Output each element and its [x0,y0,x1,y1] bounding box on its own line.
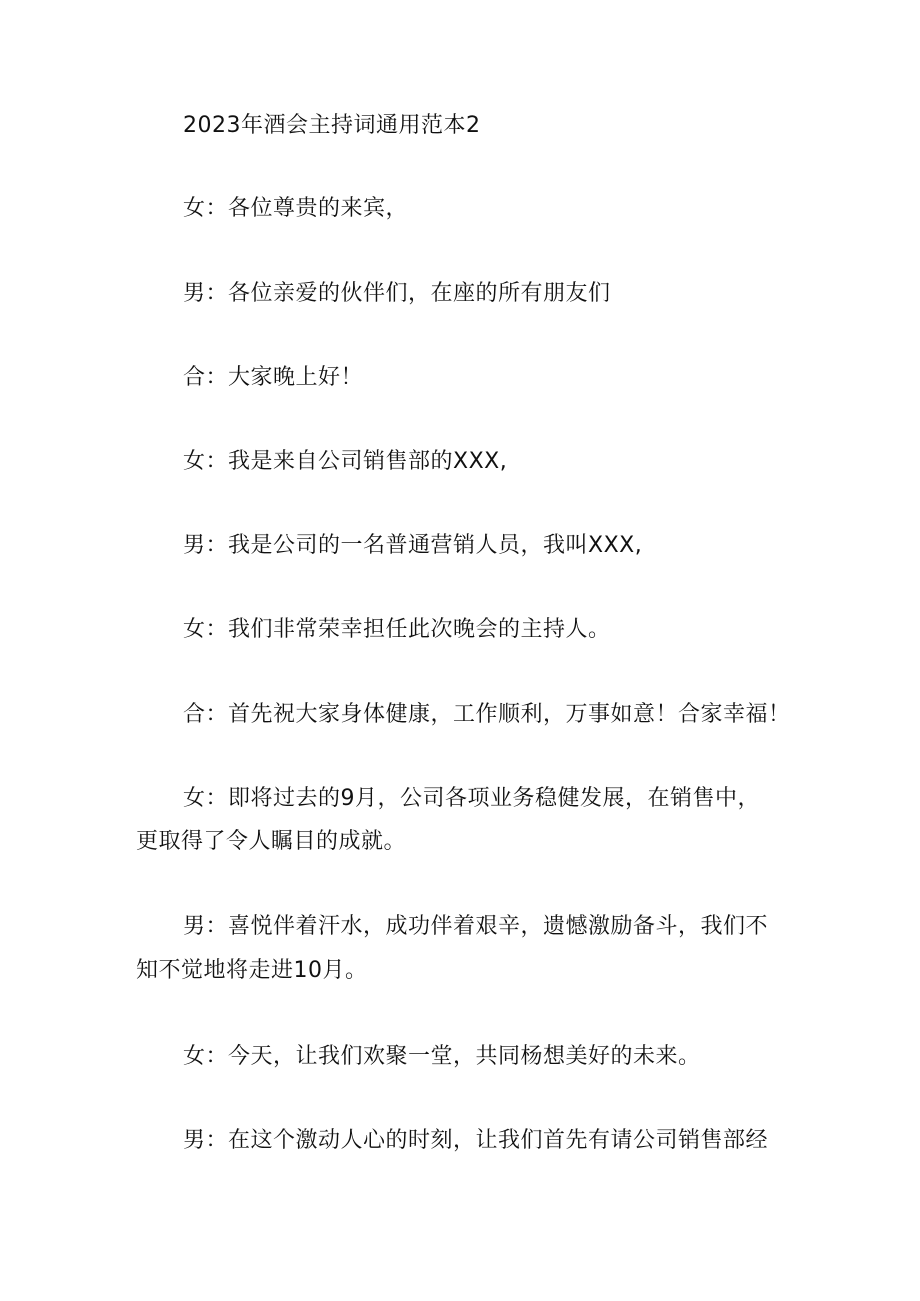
paragraph-line: 女：我是来自公司销售部的XXX, [183,449,508,474]
paragraph-line-continued: 知不觉地将走进10月。 [136,958,368,983]
paragraph-line-continued: 更取得了令人瞩目的成就。 [136,829,407,854]
paragraph-line: 合：大家晚上好！ [183,365,364,390]
paragraph-line: 男：在这个激动人心的时刻，让我们首先有请公司销售部经 [183,1128,769,1153]
paragraph-line: 女：今天，让我们欢聚一堂，共同杨想美好的未来。 [183,1044,701,1069]
paragraph-line: 女：我们非常荣幸担任此次晚会的主持人。 [183,617,611,642]
paragraph-line: 女：即将过去的9月，公司各项业务稳健发展，在销售中， [183,786,760,811]
paragraph-line: 女：各位尊贵的来宾， [183,196,409,221]
paragraph-line: 男：我是公司的一名普通营销人员，我叫XXX, [183,533,643,558]
document-title: 2023年酒会主持词通用范本2 [183,113,481,138]
paragraph-line: 男：喜悦伴着汗水，成功伴着艰辛，遗憾激励备斗，我们不 [183,914,769,939]
paragraph-line: 男：各位亲爱的伙伴们，在座的所有朋友们 [183,281,611,306]
paragraph-line: 合：首先祝大家身体健康，工作顺利，万事如意！合家幸福！ [183,702,791,727]
